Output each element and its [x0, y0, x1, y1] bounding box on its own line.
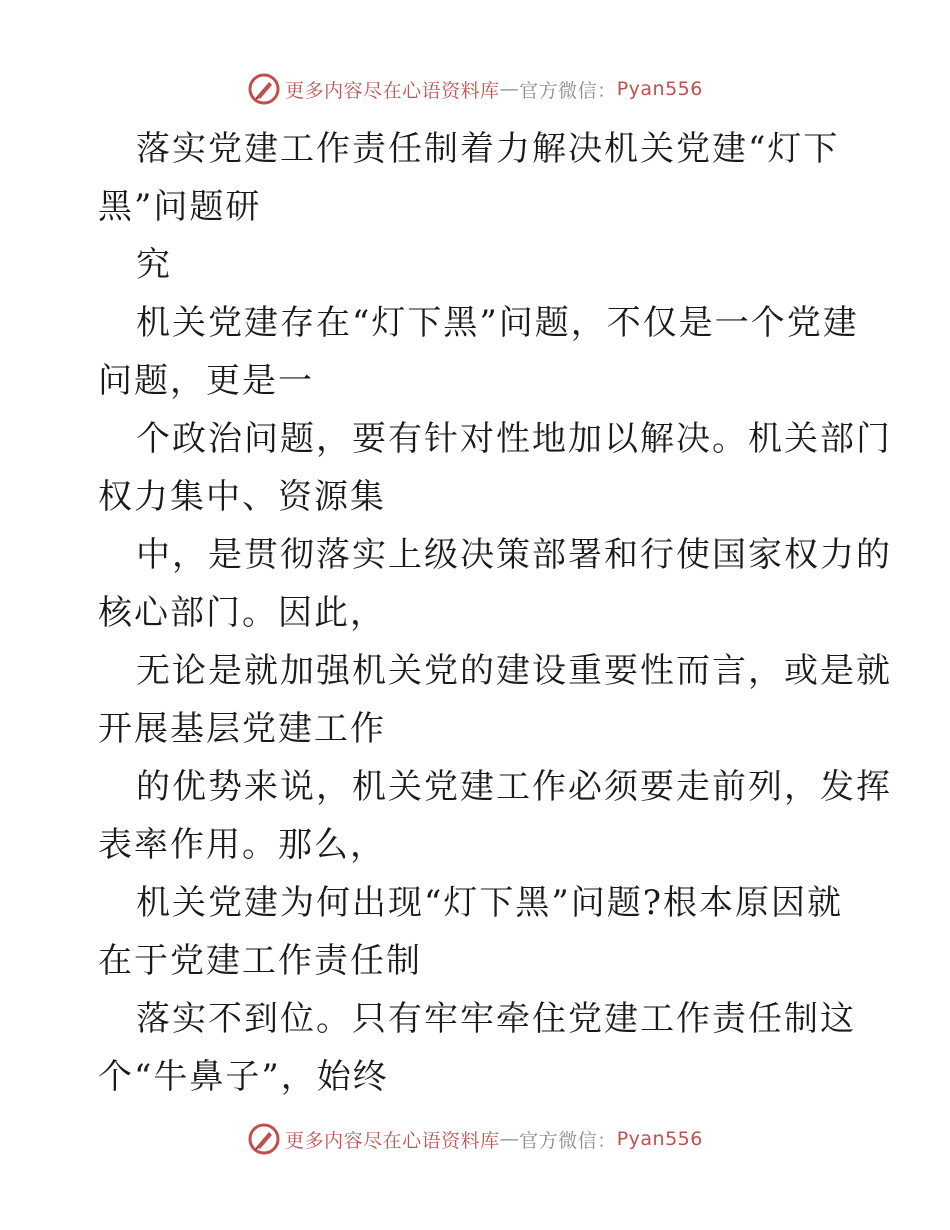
pen-logo-icon: [247, 1122, 281, 1156]
text-line: 个政治问题，要有针对性地加以解决。机关部门: [136, 419, 892, 459]
text-line: 落实不到位。只有牢牢牵住党建工作责任制这: [136, 999, 856, 1039]
text-line: 问题，更是一: [98, 361, 314, 401]
text-line: 权力集中、资源集: [98, 477, 386, 517]
document-body: [98, 120, 892, 1106]
text-line: 无论是就加强机关党的建设重要性而言，或是就: [136, 651, 892, 691]
watermark-wechat-label: 官方微信：: [519, 1129, 617, 1152]
pen-logo-icon: [247, 72, 281, 106]
text-line: 的优势来说，机关党建工作必须要走前列，发挥: [136, 767, 892, 807]
text-line: 机关党建为何出现“灯下黑”问题?根本原因就: [136, 883, 843, 923]
text-line: 核心部门。因此，: [98, 593, 386, 633]
watermark-text: 更多内容尽在心语资料库: [285, 79, 500, 102]
watermark-dash: —: [499, 78, 520, 100]
watermark-wechat-label: 官方微信：: [519, 79, 617, 102]
watermark-text: 更多内容尽在心语资料库: [285, 1129, 500, 1152]
watermark-wechat-id: Pyan556: [616, 78, 703, 100]
text-line: 开展基层党建工作: [98, 709, 386, 749]
header-watermark: [0, 72, 950, 106]
watermark-wechat-id: Pyan556: [616, 1128, 703, 1150]
text-line: 在于党建工作责任制: [98, 941, 422, 981]
text-line: 机关党建存在“灯下黑”问题，不仅是一个党建: [136, 303, 859, 343]
text-line: 究: [136, 245, 172, 285]
footer-watermark: [0, 1122, 950, 1156]
text-line: 表率作用。那么，: [98, 825, 386, 865]
watermark-dash: —: [499, 1128, 520, 1150]
text-line: 个“牛鼻子”，始终: [98, 1057, 389, 1097]
text-line: 落实党建工作责任制着力解决机关党建“灯下: [136, 129, 840, 169]
text-line: 中，是贯彻落实上级决策部署和行使国家权力的: [136, 535, 892, 575]
text-line: 黑”问题研: [98, 187, 262, 227]
